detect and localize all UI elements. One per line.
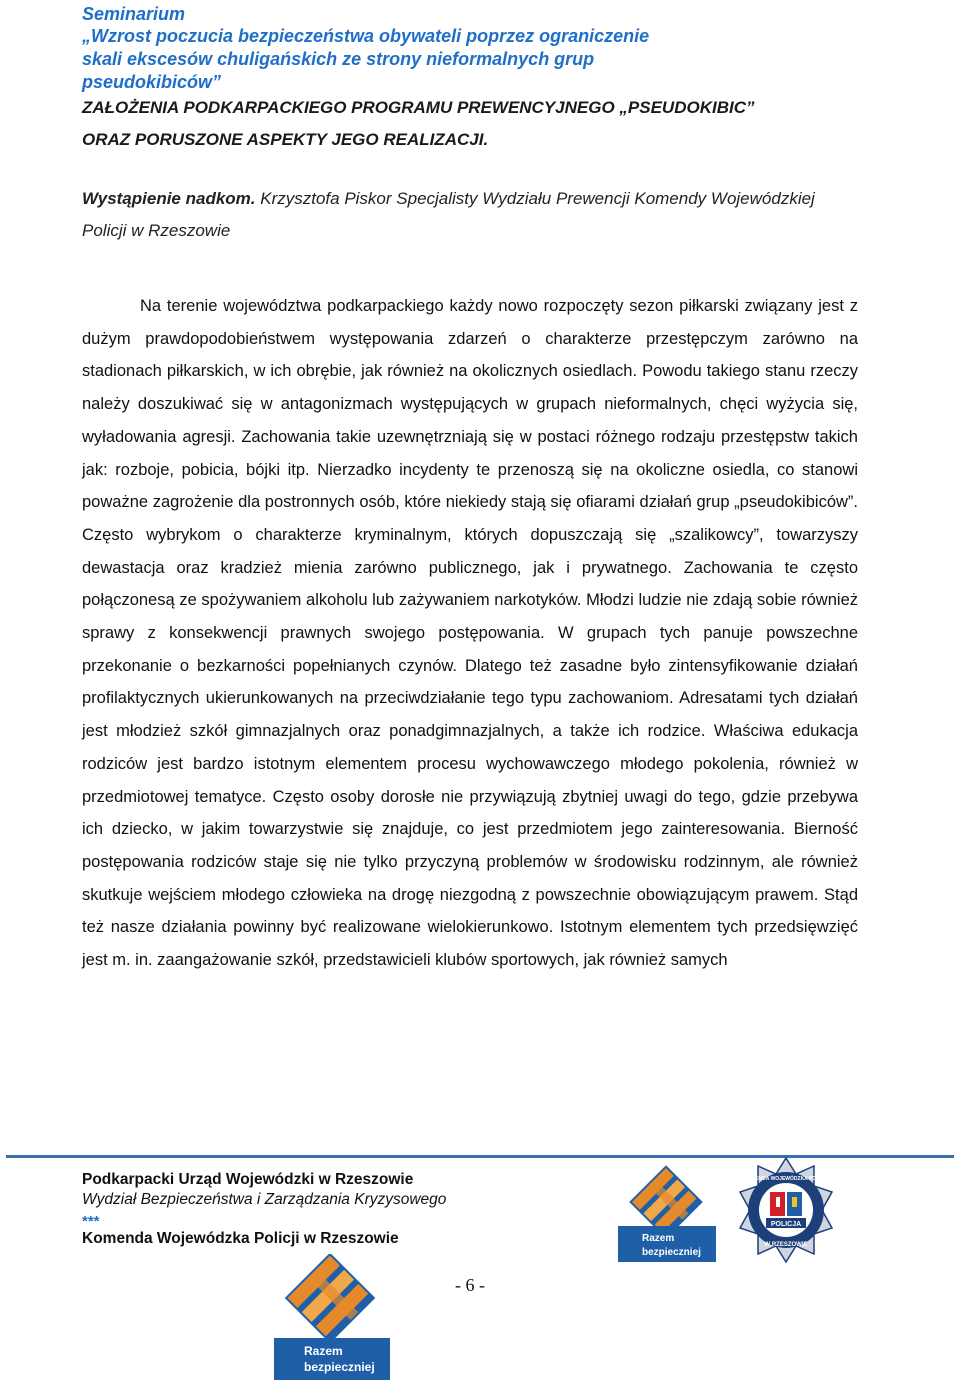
logo-small-text-2: bezpieczniej	[642, 1247, 701, 1258]
speaker-name: Krzysztofa Piskor Specjalisty Wydziału Prewencji Komendy Wojewódzkiej Policji w Rzeszowie	[82, 189, 815, 240]
razem-bezpieczniej-logo-large	[266, 1254, 394, 1382]
logo-small-text-1: Razem	[642, 1233, 675, 1244]
program-subtitle-line-2: ORAZ PORUSZONE ASPEKTY JEGO REALIZACJI.	[82, 130, 489, 149]
badge-ring-top: KOMENDA WOJEWÓDZKA POLICJI	[743, 1176, 829, 1182]
seminar-title-line-3: pseudokibiców”	[82, 72, 222, 92]
badge-ring-bottom: W RZESZOWIE	[764, 1242, 808, 1248]
logo-large-text-2: bezpieczniej	[304, 1360, 375, 1374]
footer-org-1: Podkarpacki Urząd Wojewódzki w Rzeszowie	[82, 1171, 414, 1188]
logo-large-text-1: Razem	[304, 1344, 343, 1358]
seminar-title-line-1: „Wzrost poczucia bezpieczeństwa obywateli poprzez ograniczenie	[82, 26, 650, 46]
badge-label: POLICJA	[770, 1221, 802, 1228]
page-number: - 6 -	[455, 1275, 485, 1295]
program-subtitle-line-1: ZAŁOŻENIA PODKARPACKIEGO PROGRAMU PREWENCYJNEGO „PSEUDOKIBIC”	[82, 98, 755, 117]
speaker-attribution	[82, 183, 858, 247]
footer-org-2: Komenda Wojewódzka Policji w Rzeszowie	[82, 1230, 399, 1247]
police-badge-logo	[732, 1156, 840, 1264]
body-paragraph: Na terenie województwa podkarpackiego każdy nowo rozpoczęty sezon piłkarski związany jest z dużym prawdopodobieństwem występowania zdarzeń o charakterze przestępczym zarówno na stadionach piłkarskich, w ich obrębie, jak również na okolicznych osiedlach. Powodu takiego stanu rzeczy należy doszukiwać się w antagonizmach występujących w grupach nieformalnych, chęci wyżycia się, wyładowania agresji. Zachowania takie uzewnętrzniają się w postaci różnego rodzaju przestępstw takich jak: rozboje, pobicia, bójki itp. Nierzadko incydenty te przenoszą się na okoliczne osiedla, co stanowi poważne zagrożenie dla postronnych osób, które niekiedy stają się ofiarami działań grup „pseudokibiców”. Często wybrykom o charakterze kryminalnym, których dopuszczają się „szalikowcy”, towarzyszy dewastacja oraz kradzież mienia zarówno publicznego, jak i prywatnego. Zachowania te często połączonesą ze spożywaniem alkoholu lub zażywaniem narkotyków. Młodzi ludzie nie zdają sobie również sprawy z konsekwencji prawnych swojego postępowania. W grupach tych panuje powszechne przekonanie o bezkarności popełnianych czynów. Dlatego też zasadne było zintensyfikowanie działań profilaktycznych ukierunkowanych na przeciwdziałanie tego typu zachowaniom. Adresatami tych działań jest młodzież szkół gimnazjalnych oraz ponadgimnazjalnych, a także ich rodzice. Właściwa edukacja rodziców jest bardzo istotnym elementem procesu wychowawczego młodego pokolenia, również w przedmiotowej tematyce. Często osoby dorosłe nie przywiązują zbytniej uwagi do tego, gdzie przebywa ich dziecko, w jakim towarzystwie się znajduje, co jest przedmiotem jego zainteresowania. Bierność postępowania rodziców staje się nie tylko przyczyną problemów w środowisku rodzinnym, ale również skutkuje wejściem młodego człowieka na drogę niezgodną z powszechnie obowiązującym prawem. Stąd też nasze działania powinny być realizowane wielokierunkowo. Istotnym elementem tych przedsięwzięć jest m. in. zaangażowanie szkół, przedstawicieli klubów sportowych, jak również samych	[82, 297, 858, 970]
footer-stars: ***	[82, 1213, 100, 1230]
speaker-lead: Wystąpienie nadkom.	[82, 189, 256, 208]
seminar-label: Seminarium	[82, 4, 186, 24]
footer-department: Wydział Bezpieczeństwa i Zarządzania Kryzysowego	[82, 1191, 447, 1208]
seminar-title-line-2: skali ekscesów chuligańskich ze strony nieformalnych grup	[82, 49, 595, 69]
razem-bezpieczniej-logo-small	[612, 1162, 720, 1268]
